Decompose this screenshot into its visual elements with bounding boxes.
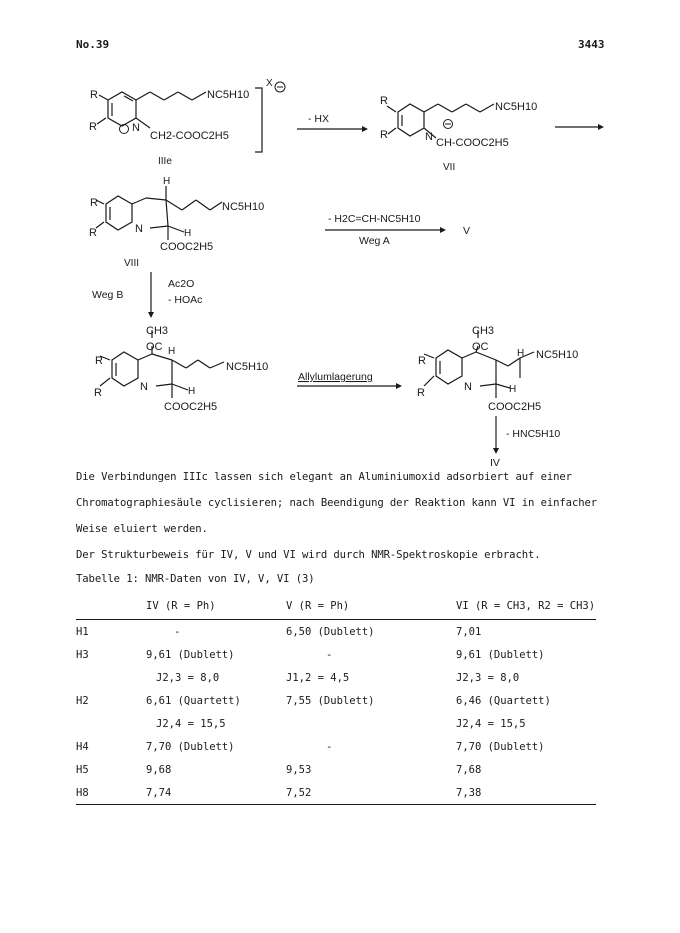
table-cell: 6,50 (Dublett)	[286, 625, 375, 638]
prod-COOC2H5: COOC2H5	[488, 401, 542, 413]
table-cell: 7,70 (Dublett)	[456, 740, 545, 753]
table-cell: H2	[76, 694, 89, 707]
table-header-cell: VI (R = CH3, R2 = CH3)	[456, 593, 596, 620]
table-cell: J1,2 = 4,5	[286, 671, 350, 684]
VII-N: N	[425, 131, 433, 143]
table-row	[76, 758, 596, 781]
wegA-reagent: - H2C=CH-NC5H10	[328, 213, 421, 225]
table-cell: 9,68	[146, 763, 172, 776]
prod-H-right: H	[509, 384, 517, 395]
VII-NC5H10: NC5H10	[495, 101, 538, 113]
table-cell: 7,55 (Dublett)	[286, 694, 375, 707]
IIIe-counterion: X	[266, 78, 273, 89]
int-R-top: R	[95, 355, 103, 367]
arrow1-reagent: - HX	[308, 113, 329, 125]
IIIe-R-bottom: R	[89, 121, 97, 133]
VIII-COOC2H5: COOC2H5	[160, 241, 214, 253]
int-H-top: H	[168, 346, 176, 357]
table-cell: 9,61 (Dublett)	[146, 648, 235, 661]
table-row	[76, 666, 596, 689]
prod-H-top: H	[517, 348, 525, 359]
wegB-reagent2: - HOAc	[168, 294, 203, 306]
compound-VIII-structure	[96, 186, 222, 240]
VIII-H-top: H	[163, 176, 171, 187]
table-cell: -	[326, 648, 333, 661]
int-OC: OC	[146, 341, 163, 353]
label-IIIe: IIIe	[158, 156, 172, 167]
prod-NC5H10: NC5H10	[536, 349, 579, 361]
final-reagent: - HNC5H10	[506, 428, 561, 440]
VIII-R-bottom: R	[89, 227, 97, 239]
table-cell	[76, 712, 146, 735]
table-cell: -	[326, 740, 333, 753]
table-row	[76, 643, 596, 666]
label-VIII: VIII	[124, 258, 140, 269]
allyl-label: Allylumlagerung	[298, 371, 373, 383]
wegA-product: V	[463, 225, 471, 237]
table-cell: 7,01	[456, 625, 482, 638]
table-cell: 7,70 (Dublett)	[146, 740, 235, 753]
prod-CH3: CH3	[472, 325, 495, 337]
table-header-cell	[76, 593, 146, 620]
paragraph-line-1: Die Verbindungen IIIc lassen sich elegant an Aluminiumoxid adsorbiert auf einer	[76, 471, 572, 483]
IIIe-N: N	[132, 122, 140, 134]
VII-CHCOOC2H5: CH-COOC2H5	[436, 137, 509, 149]
VIII-N: N	[135, 223, 143, 235]
table-header-row	[76, 593, 596, 620]
table-cell: 7,68	[456, 763, 482, 776]
table-cell: 9,53	[286, 763, 312, 776]
table-cell: -	[174, 625, 181, 638]
table-row	[76, 712, 596, 735]
wegB-label: Weg B	[92, 289, 124, 301]
paragraph-line-2: Chromatographiesäule cyclisieren; nach Beendigung der Reaktion kann VI in einfacher	[76, 497, 598, 509]
wegA-label: Weg A	[359, 235, 390, 247]
IIIe-NC5H10: NC5H10	[207, 89, 250, 101]
table-cell: J2,3 = 8,0	[156, 671, 220, 684]
int-CH3: CH3	[146, 325, 169, 337]
table-cell: J2,3 = 8,0	[456, 671, 520, 684]
table-cell: 7,52	[286, 781, 456, 805]
prod-N: N	[464, 381, 472, 393]
table-cell: H4	[76, 740, 89, 753]
table-row	[76, 689, 596, 712]
VIII-NC5H10: NC5H10	[222, 201, 265, 213]
table-cell	[286, 712, 456, 735]
paragraph-line-3: Weise eluiert werden.	[76, 523, 208, 535]
table-header-cell: V (R = Ph)	[286, 593, 456, 620]
table-caption: Tabelle 1: NMR-Daten von IV, V, VI (3)	[76, 573, 315, 585]
table-cell: 9,61 (Dublett)	[456, 648, 545, 661]
prod-R-top: R	[418, 355, 426, 367]
paragraph-line-4: Der Strukturbeweis für IV, V und VI wird durch NMR-Spektroskopie erbracht.	[76, 549, 541, 561]
prod-R-bottom: R	[417, 387, 425, 399]
table-cell: J2,4 = 15,5	[456, 717, 526, 730]
table-cell: H3	[76, 648, 89, 661]
IIIe-CH2COOC2H5: CH2-COOC2H5	[150, 130, 229, 142]
VII-R-bottom: R	[380, 129, 388, 141]
table-row	[76, 735, 596, 758]
prod-OC: OC	[472, 341, 489, 353]
int-COOC2H5: COOC2H5	[164, 401, 218, 413]
table-cell	[76, 666, 146, 689]
int-R-bottom: R	[94, 387, 102, 399]
table-cell: H1	[76, 625, 89, 638]
compound-VII-structure	[387, 104, 494, 138]
VII-R-top: R	[380, 95, 388, 107]
int-H-right: H	[188, 386, 196, 397]
wegB-reagent1: Ac2O	[168, 278, 195, 290]
label-VII: VII	[443, 162, 456, 173]
table-cell: 7,38	[456, 781, 596, 805]
table-cell: 6,46 (Quartett)	[456, 694, 551, 707]
final-product: IV	[490, 457, 500, 469]
VIII-H-right: H	[184, 228, 192, 239]
page-number: 3443	[578, 38, 605, 51]
journal-number: No.39	[76, 38, 110, 51]
int-NC5H10: NC5H10	[226, 361, 269, 373]
table-row	[76, 781, 596, 805]
table-cell: J2,4 = 15,5	[156, 717, 226, 730]
nmr-table	[76, 593, 596, 805]
table-cell: H5	[76, 763, 89, 776]
table-row	[76, 620, 596, 644]
IIIe-R-top: R	[90, 89, 98, 101]
table-cell: H8	[76, 781, 146, 805]
int-N: N	[140, 381, 148, 393]
VIII-R-top: R	[90, 197, 98, 209]
table-header-cell: IV (R = Ph)	[146, 593, 286, 620]
table-cell: 7,74	[146, 781, 286, 805]
table-cell: 6,61 (Quartett)	[146, 694, 241, 707]
